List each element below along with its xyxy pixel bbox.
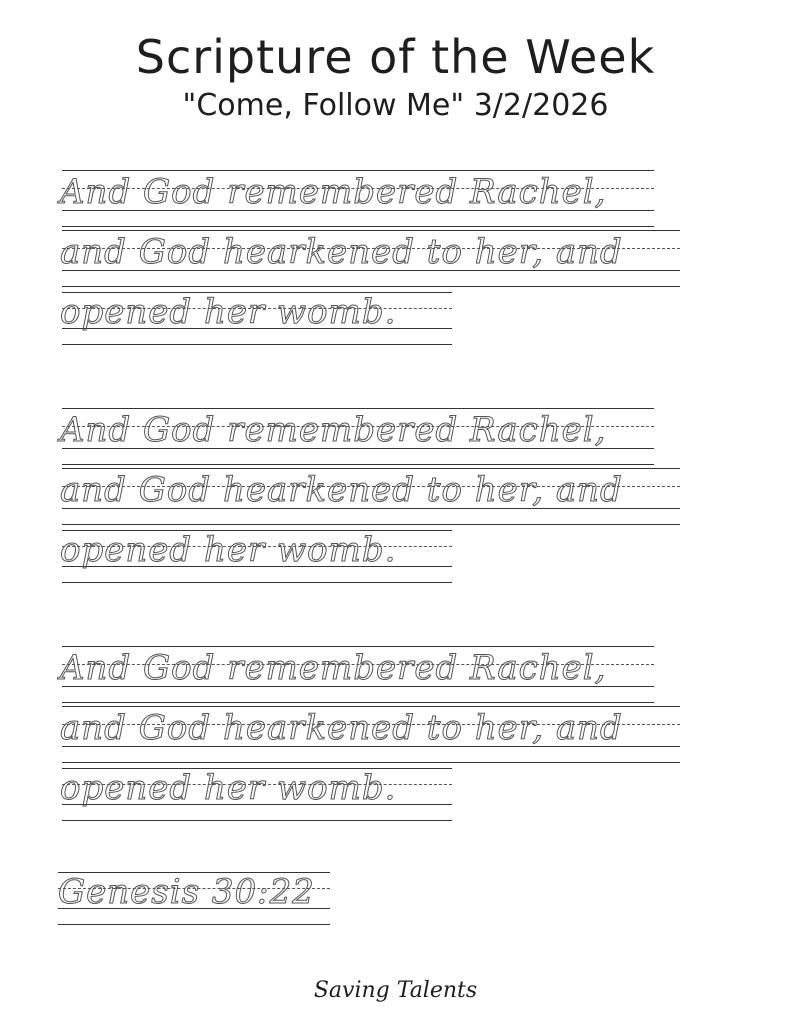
page-subtitle: "Come, Follow Me" 3/2/2026 [182, 88, 609, 123]
tracing-line: opened her womb. [60, 768, 397, 808]
tracing-line: And God remembered Rachel, [60, 172, 607, 212]
tracing-line: and God hearkened to her, and [60, 232, 623, 272]
descender-rule [62, 344, 452, 345]
descender-rule [62, 464, 654, 465]
top-rule [62, 170, 654, 171]
top-rule [62, 230, 680, 231]
brand-logo: Saving Talents [313, 978, 478, 1003]
tracing-line: opened her womb. [60, 530, 397, 570]
descender-rule [62, 762, 680, 763]
top-rule [62, 468, 680, 469]
tracing-line: and God hearkened to her, and [60, 470, 623, 510]
descender-rule [62, 524, 680, 525]
top-rule [62, 646, 654, 647]
top-rule [62, 408, 654, 409]
page-title: Scripture of the Week [135, 30, 656, 84]
descender-rule [62, 286, 680, 287]
top-rule [62, 706, 680, 707]
tracing-line: and God hearkened to her, and [60, 708, 623, 748]
tracing-line: And God remembered Rachel, [60, 410, 607, 450]
descender-rule [58, 924, 330, 925]
scripture-reference: Genesis 30:22 [58, 872, 315, 912]
tracing-line: And God remembered Rachel, [60, 648, 607, 688]
tracing-line: opened her womb. [60, 292, 397, 332]
descender-rule [62, 226, 654, 227]
descender-rule [62, 702, 654, 703]
descender-rule [62, 820, 452, 821]
descender-rule [62, 582, 452, 583]
